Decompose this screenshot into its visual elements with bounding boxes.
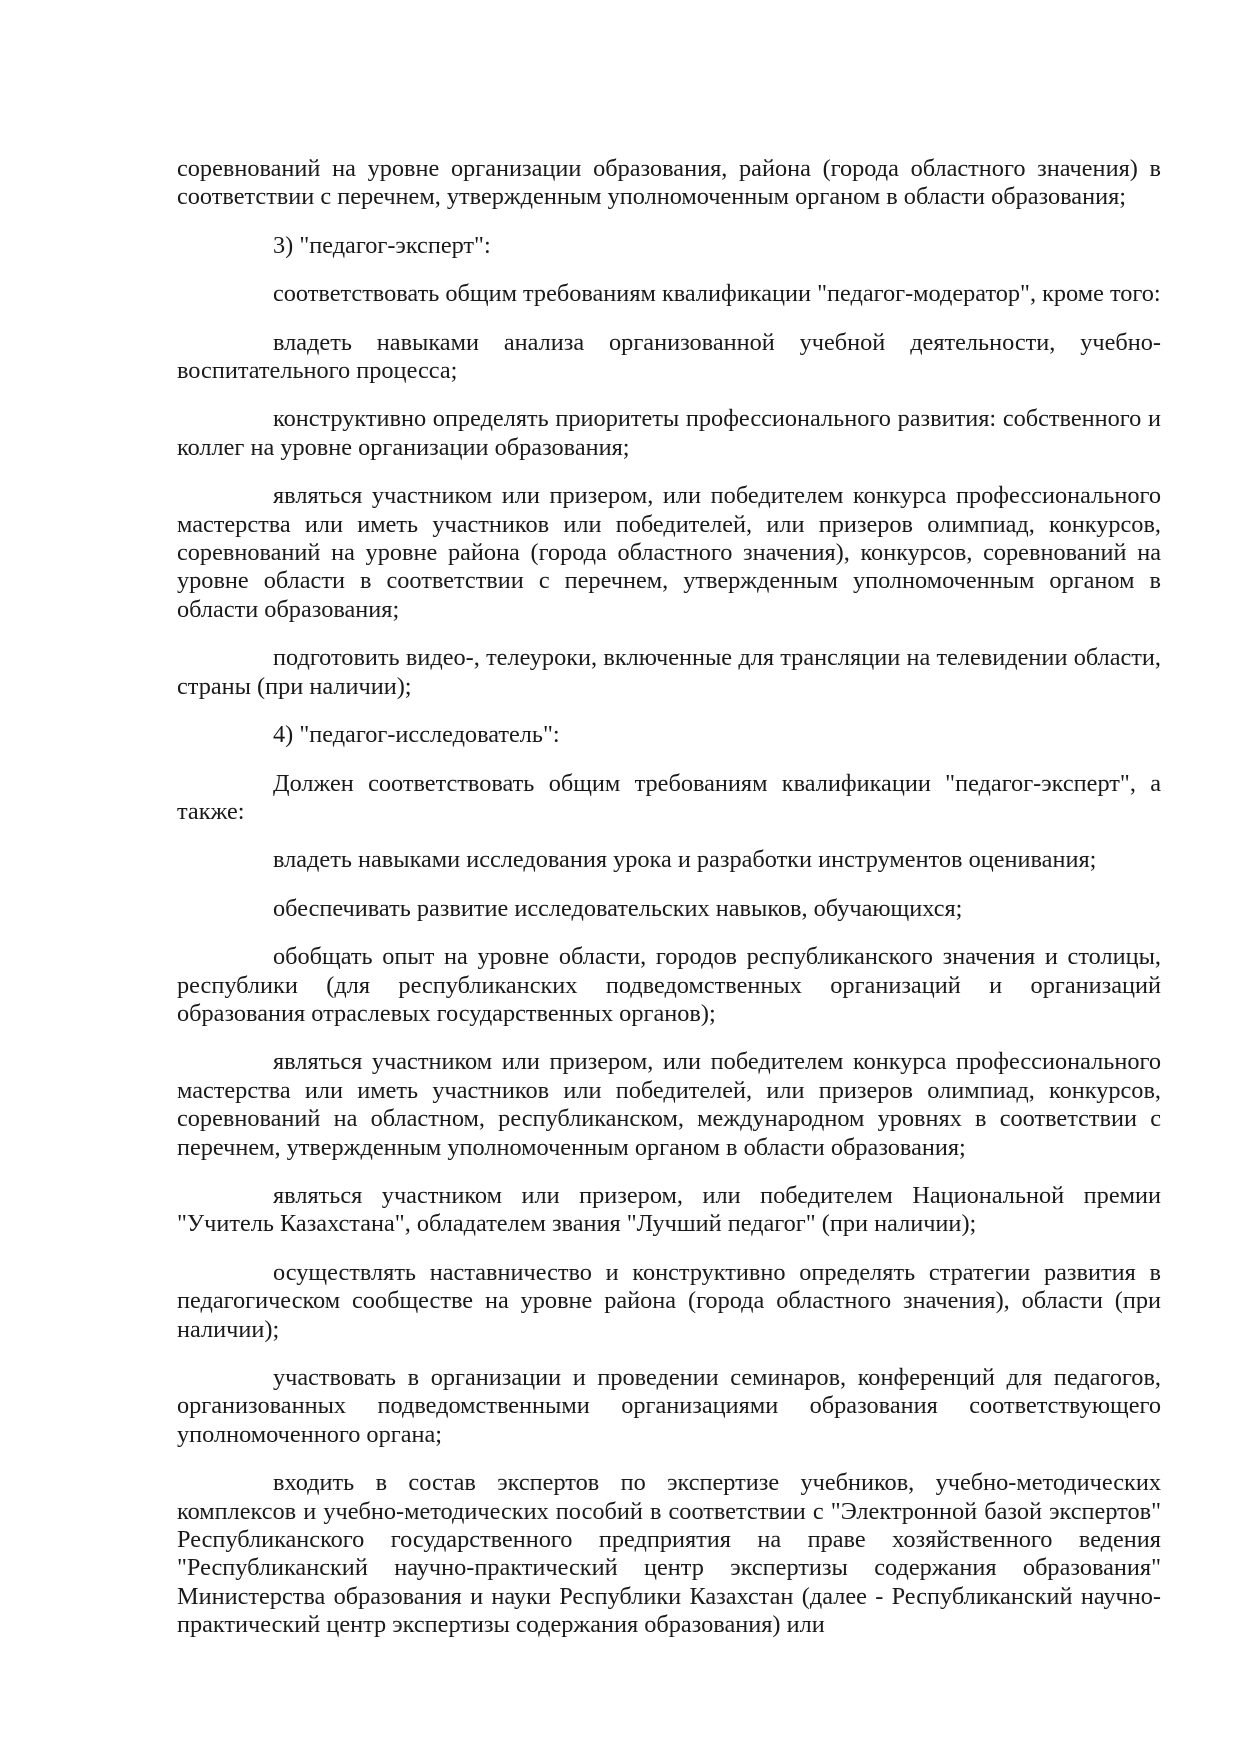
paragraph: подготовить видео-, телеуроки, включенные для трансляции на телевидении области, страны (при наличии);	[177, 644, 1161, 700]
section-heading-pedagog-expert: 3) "педагог-эксперт":	[273, 231, 491, 259]
paragraph: входить в состав экспертов по экспертизе учебников, учебно-методических комплексов и учебно-методических пособий в соответствии с "Электронной базой экспертов" Республиканского государственного предприятия на праве хозяйственного ведения "Республиканский научно-практический центр экспертизы содержания образования" Министерства образования и науки Республики Казахстан (далее - Республиканский научно-практический центр экспертизы содержания образования) или	[177, 1469, 1161, 1639]
paragraph: являться участником или призером, или победителем конкурса профессионального мастерства или иметь участников или победителей, или призеров олимпиад, конкурсов, соревнований на областном, республиканском, международном уровнях в соответствии с перечнем, утвержденным уполномоченным органом в области образования;	[177, 1048, 1161, 1161]
paragraph: соответствовать общим требованиям квалификации "педагог-модератор", кроме того:	[273, 280, 1161, 308]
paragraph-continuation: соревнований на уровне организации образования, района (города областного значения) в соответствии с перечнем, утвержденным уполномоченным органом в области образования;	[177, 155, 1161, 211]
paragraph: обеспечивать развитие исследовательских навыков, обучающихся;	[273, 894, 963, 922]
paragraph: участвовать в организации и проведении семинаров, конференций для педагогов, организованных подведомственными организациями образования соответствующего уполномоченного органа;	[177, 1364, 1161, 1448]
document-page	[177, 155, 1161, 1660]
section-heading-pedagog-researcher: 4) "педагог-исследователь":	[273, 721, 560, 749]
paragraph: владеть навыками анализа организованной учебной деятельности, учебно-воспитательного процесса;	[177, 328, 1161, 385]
paragraph: являться участником или призером, или победителем Национальной премии "Учитель Казахстана", обладателем звания "Лучший педагог" (при наличии);	[177, 1181, 1161, 1238]
paragraph: Должен соответствовать общим требованиям квалификации "педагог-эксперт", а также:	[177, 769, 1161, 825]
paragraph: обобщать опыт на уровне области, городов республиканского значения и столицы, республики (для республиканских подведомственных организаций и организаций образования отраслевых государственных органов);	[177, 943, 1161, 1027]
paragraph: являться участником или призером, или победителем конкурса профессионального мастерства или иметь участников или победителей, или призеров олимпиад, конкурсов, соревнований на уровне района (города областного значения), конкурсов, соревнований на уровне области в соответствии с перечнем, утвержденным уполномоченным органом в области образования;	[177, 482, 1161, 623]
paragraph: владеть навыками исследования урока и разработки инструментов оценивания;	[273, 846, 1097, 874]
paragraph: конструктивно определять приоритеты профессионального развития: собственного и коллег на уровне организации образования;	[177, 405, 1161, 461]
paragraph: осуществлять наставничество и конструктивно определять стратегии развития в педагогическом сообществе на уровне района (города областного значения), области (при наличии);	[177, 1258, 1161, 1343]
